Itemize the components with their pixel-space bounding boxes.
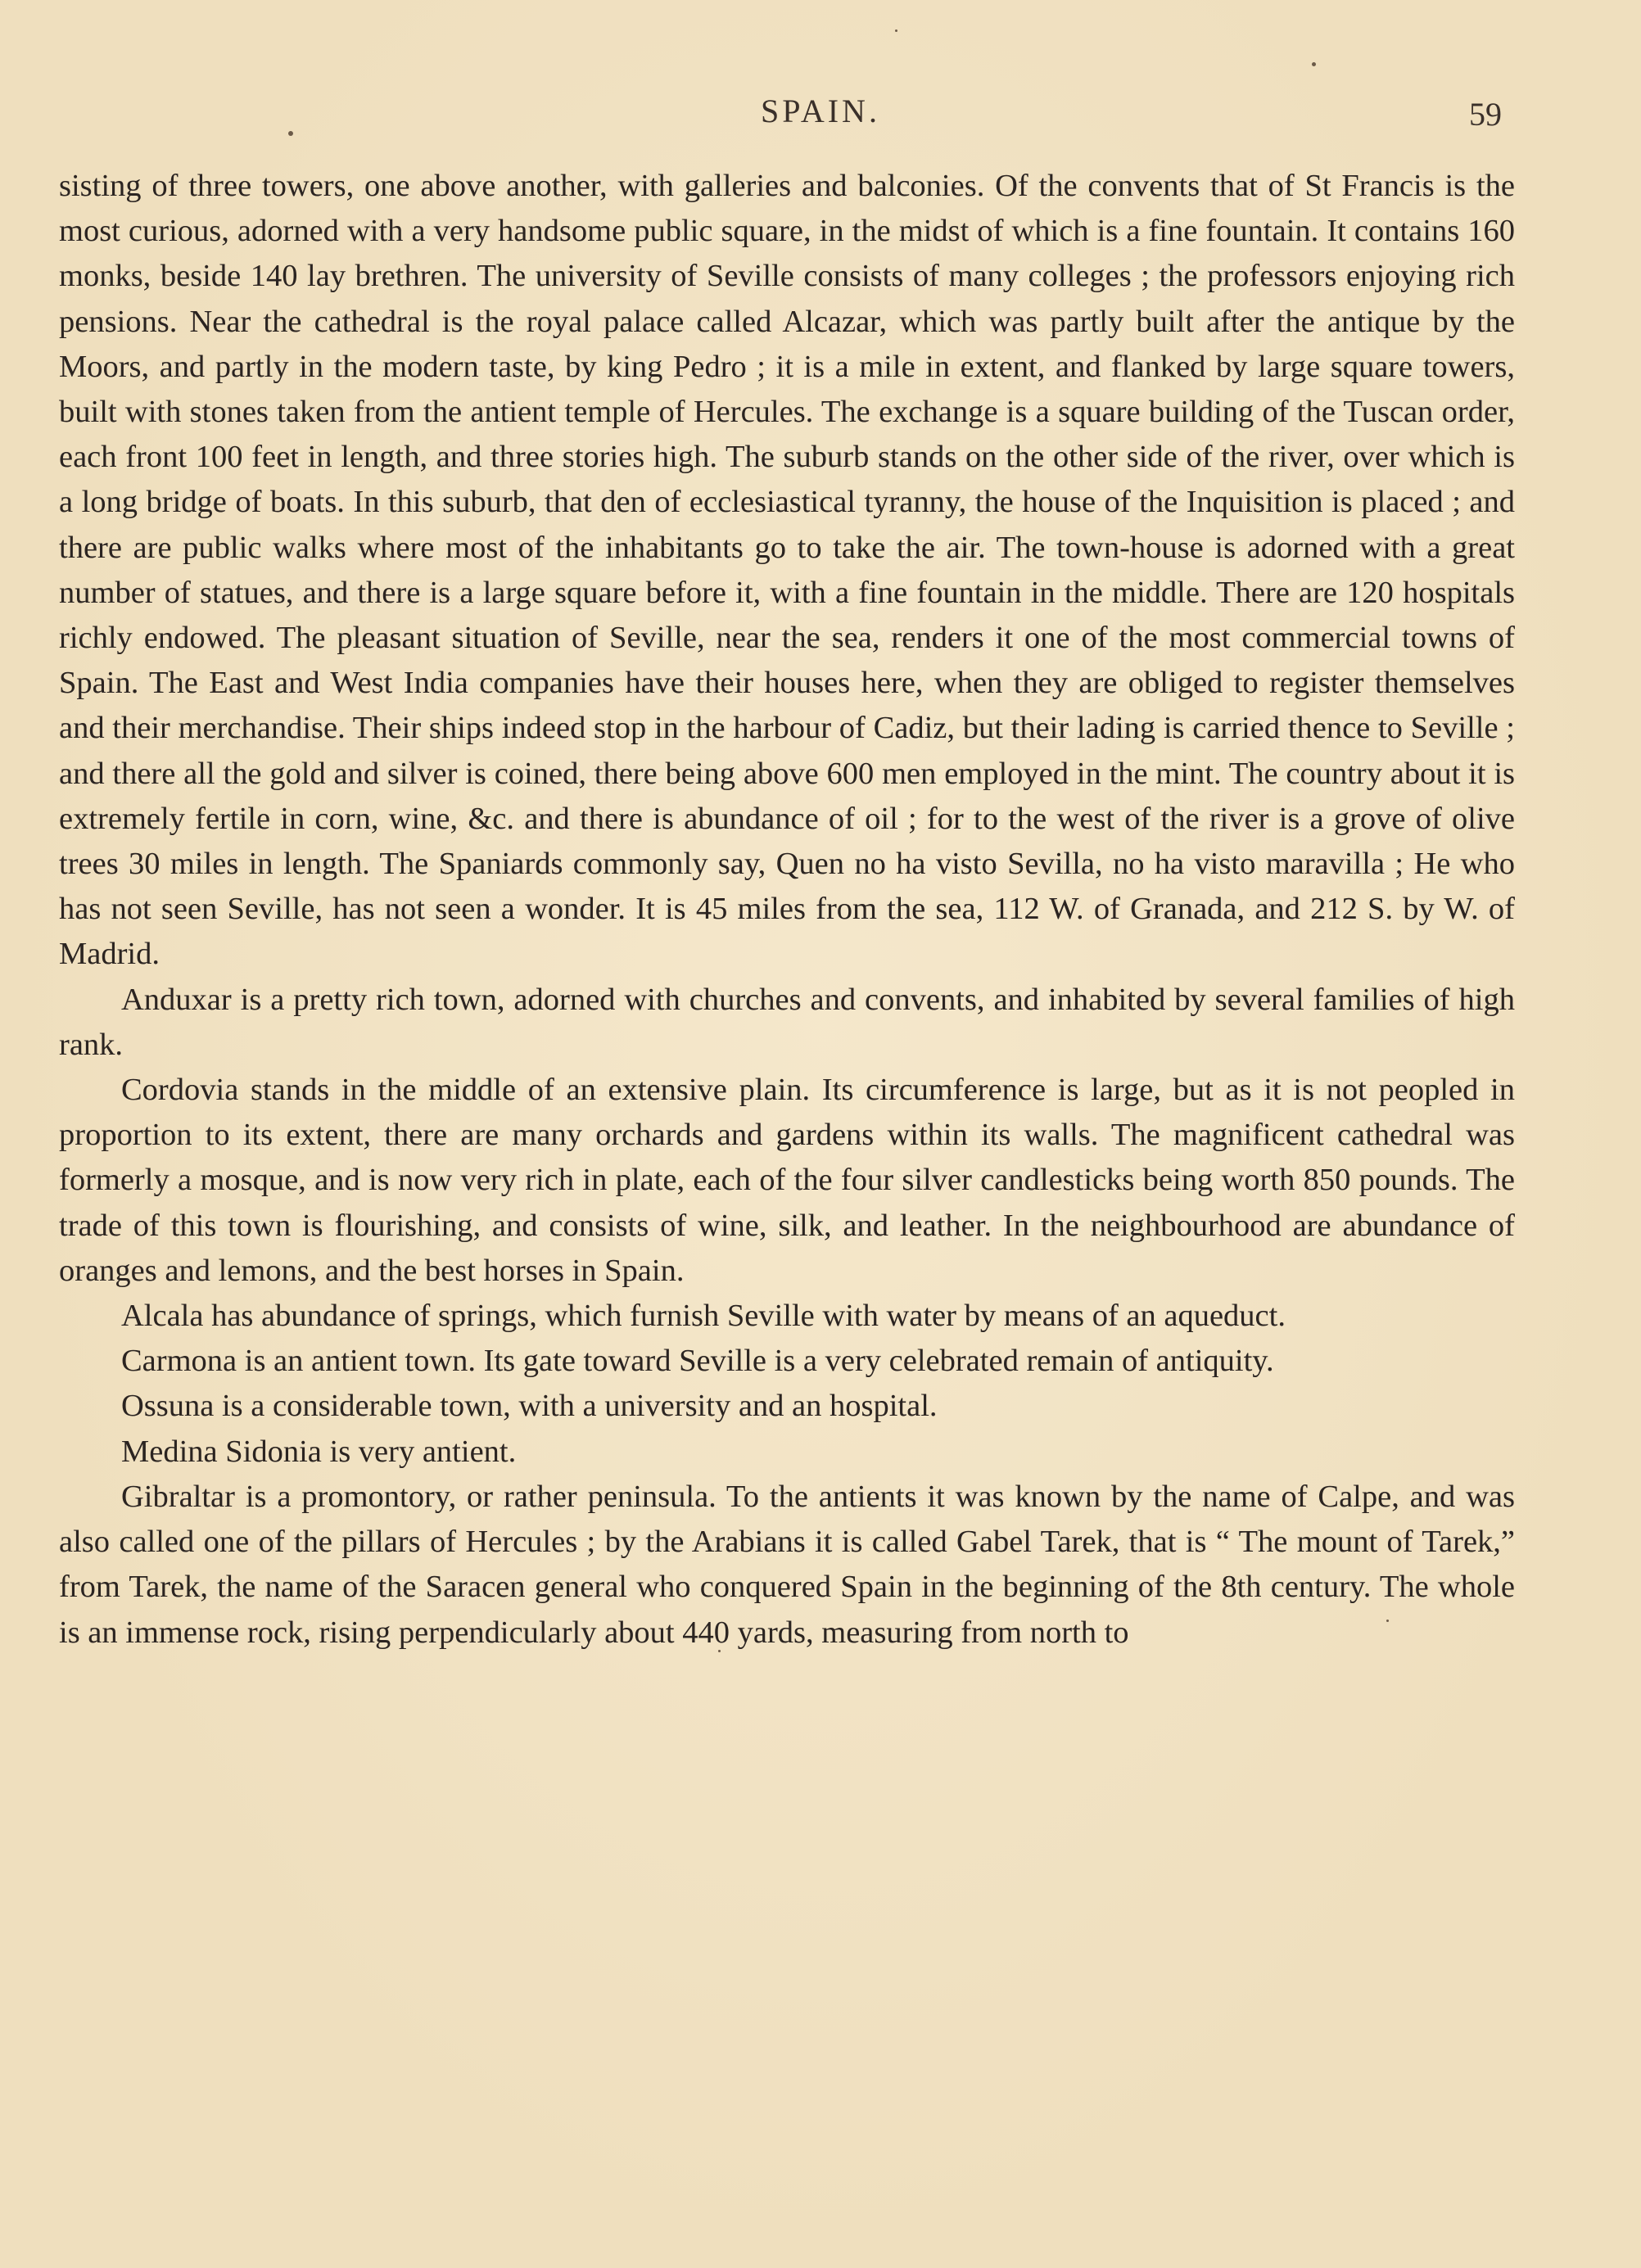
body-text: [59, 164, 1515, 1656]
ink-speck: [895, 29, 897, 32]
paragraph-carmona: Carmona is an antient town. Its gate toward Seville is a very celebrated remain of antiquity.: [121, 1344, 1274, 1379]
ink-speck: [1386, 1620, 1389, 1622]
ink-speck: [1312, 62, 1316, 66]
paragraph-alcala: Alcala has abundance of springs, which furnish Seville with water by means of an aqueduct.: [121, 1299, 1286, 1334]
ink-speck: [288, 131, 293, 136]
running-head: [0, 92, 1641, 141]
paragraph-cordovia: Cordovia stands in the middle of an extensive plain. Its circumference is large, but as it is not peopled in proportion to its extent, there are many orchards and gardens within its walls. The magnificent cathedral was formerly a mosque, and is now very rich in plate, each of the four silver candlesticks being worth 850 pounds. The trade of this town is flourishing, and consists of wine, silk, and leather. In the neighbourhood are abundance of oranges and lemons, and the best horses in Spain.: [59, 1073, 1515, 1288]
paragraph-anduxar: Anduxar is a pretty rich town, adorned with churches and convents, and inhabited by several families of high rank.: [59, 982, 1515, 1062]
page-number: 59: [1469, 96, 1502, 133]
paragraph-gibraltar: Gibraltar is a promontory, or rather peninsula. To the antients it was known by the name of Calpe, and was also called one of the pillars of Hercules ; by the Arabians it is called Gabel Tarek, that is “ The mount of Tarek,” from Tarek, the name of the Saracen general who conquered Spain in the beginning of the 8th century. The whole is an immense rock, rising perpendicularly about 440 yards, measuring from north to: [59, 1479, 1515, 1650]
paragraph-medina-sidonia: Medina Sidonia is very antient.: [121, 1434, 517, 1469]
paragraph-ossuna: Ossuna is a considerable town, with a university and an hospital.: [121, 1389, 938, 1424]
ink-speck: [718, 1650, 721, 1652]
paragraph-seville: sisting of three towers, one above another, with galleries and balconies. Of the convents that of St Francis is the most curious, adorned with a very handsome public square, in the midst of which is a fine fountain. It contains 160 monks, beside 140 lay brethren. The university of Seville consists of many colleges ; the professors enjoying rich pensions. Near the cathedral is the royal palace called Alcazar, which was partly built after the antique by the Moors, and partly in the modern taste, by king Pedro ; it is a mile in extent, and flanked by large square towers, built with stones taken from the antient temple of Hercules. The exchange is a square building of the Tuscan order, each front 100 feet in length, and three stories high. The suburb stands on the other side of the river, over which is a long bridge of boats. In this suburb, that den of ecclesiastical tyranny, the house of the Inquisition is placed ; and there are public walks where most of the inhabitants go to take the air. The town-house is adorned with a great number of statues, and there is a large square before it, with a fine fountain in the middle. There are 120 hospitals richly endowed. The pleasant situation of Seville, near the sea, renders it one of the most commercial towns of Spain. The East and West India companies have their houses here, when they are obliged to register themselves and their merchandise. Their ships indeed stop in the harbour of Cadiz, but their lading is carried thence to Seville ; and there all the gold and silver is coined, there being above 600 men employed in the mint. The country about it is extremely fertile in corn, wine, &c. and there is abundance of oil ; for to the west of the river is a grove of olive trees 30 miles in length. The Spaniards commonly say, Quen no ha visto Sevilla, no ha visto maravilla ; He who has not seen Seville, has not seen a wonder. It is 45 miles from the sea, 112 W. of Granada, and 212 S. by W. of Madrid.: [59, 169, 1515, 972]
page-title: SPAIN.: [761, 93, 880, 129]
